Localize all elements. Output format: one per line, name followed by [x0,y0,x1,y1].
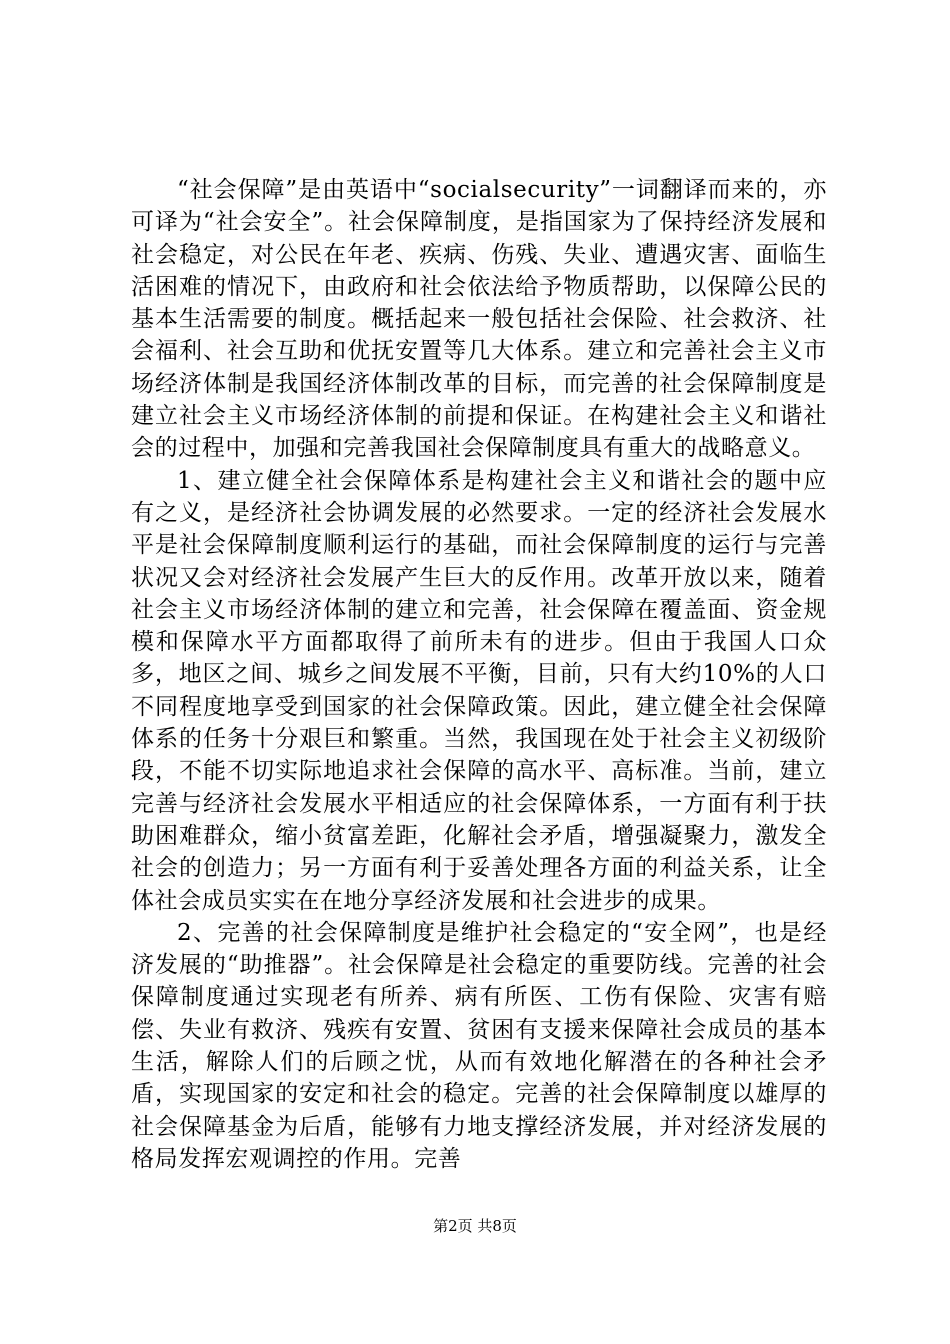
document-body [131,174,827,1175]
paragraph-section-2: 2、完善的社会保障制度是维护社会稳定的“安全网”，也是经济发展的“助推器”。社会保障是社会稳定的重要防线。完善的社会保障制度通过实现老有所养、病有所医、工伤有保险、灾害有赔偿、失业有救济、残疾有安置、贫困有支援来保障社会成员的基本生活，解除人们的后顾之忧，从而有效地化解潜在的各种社会矛盾，实现国家的安定和社会的稳定。完善的社会保障制度以雄厚的社会保障基金为后盾，能够有力地支撑经济发展，并对经济发展的格局发挥宏观调控的作用。完善 [131,919,827,1172]
page-number-footer: 第2页 共8页 [433,1217,517,1235]
paragraph-section-1: 1、建立健全社会保障体系是构建社会主义和谐社会的题中应有之义，是经济社会协调发展的必然要求。一定的经济社会发展水平是社会保障制度顺利运行的基础，而社会保障制度的运行与完善状况又会对经济社会发展产生巨大的反作用。改革开放以来，随着社会主义市场经济体制的建立和完善，社会保障在覆盖面、资金规模和保障水平方面都取得了前所未有的进步。但由于我国人口众多，地区之间、城乡之间发展不平衡，目前，只有大约10%的人口不同程度地享受到国家的社会保障政策。因此，建立健全社会保障体系的任务十分艰巨和繁重。当然，我国现在处于社会主义初级阶段，不能不切实际地追求社会保障的高水平、高标准。当前，建立完善与经济社会发展水平相适应的社会保障体系，一方面有利于扶助困难群众，缩小贫富差距，化解社会矛盾，增强凝聚力，激发全社会的创造力；另一方面有利于妥善处理各方面的利益关系，让全体社会成员实实在在地分享经济发展和社会进步的成果。 [131,467,827,914]
paragraph-intro: “社会保障”是由英语中“socialsecurity”一词翻译而来的，亦可译为“社会安全”。社会保障制度，是指国家为了保持经济发展和社会稳定，对公民在年老、疾病、伤残、失业、遭遇灾害、面临生活困难的情况下，由政府和社会依法给予物质帮助，以保障公民的基本生活需要的制度。概括起来一般包括社会保险、社会救济、社会福利、社会互助和优抚安置等几大体系。建立和完善社会主义市场经济体制是我国经济体制改革的目标，而完善的社会保障制度是建立社会主义市场经济体制的前提和保证。在构建社会主义和谐社会的过程中，加强和完善我国社会保障制度具有重大的战略意义。 [131,177,827,462]
